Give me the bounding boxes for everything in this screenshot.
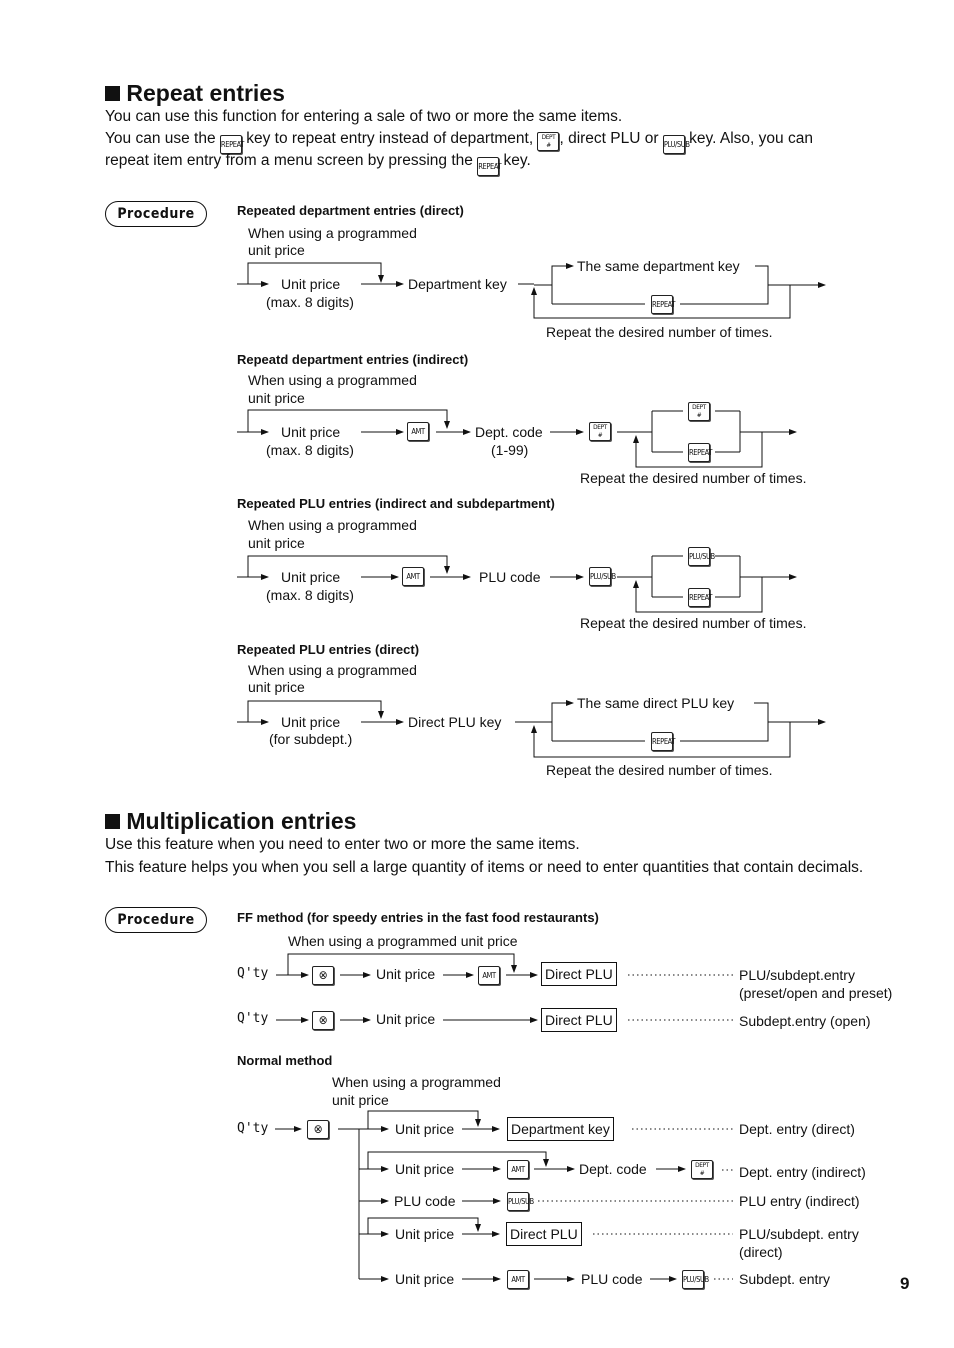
d4-repeat-note: Repeat the desired number of times. xyxy=(546,762,773,778)
repeat-heading xyxy=(105,80,285,107)
d3-plu-code: PLU code xyxy=(479,569,541,585)
repeat-line2d: key. Also, you can xyxy=(689,130,813,147)
repeat-key-icon: REPEAT xyxy=(688,443,710,462)
d4-note2: unit price xyxy=(248,679,305,695)
ff-unit-price2: Unit price xyxy=(376,1011,436,1027)
ff-direct-plu-box2: Direct PLU xyxy=(541,1008,617,1032)
ff-note: When using a programmed unit price xyxy=(288,933,518,949)
repeat-heading-text: Repeat entries xyxy=(126,80,285,106)
amt-key-icon: AMT xyxy=(407,422,429,441)
heading-square-icon xyxy=(105,86,120,101)
multiply-key-icon: ⊗ xyxy=(312,1011,334,1030)
r5-result: Subdept. entry xyxy=(739,1271,831,1287)
d2-unit-price: Unit price xyxy=(281,424,341,440)
r1-result: Dept. entry (direct) xyxy=(739,1121,855,1137)
plu-sub-key-icon: PLU/SUB xyxy=(688,547,710,566)
r4-unit-price: Unit price xyxy=(395,1226,455,1242)
plu-sub-key-icon: PLU/SUB xyxy=(682,1270,704,1289)
d4-same-key: The same direct PLU key xyxy=(577,695,735,711)
mult-heading-text: Multiplication entries xyxy=(126,808,357,834)
d3-title: Repeated PLU entries (indirect and subdepartment) xyxy=(237,496,555,511)
r4-result-a: PLU/subdept. entry xyxy=(739,1226,859,1242)
d3-note1: When using a programmed xyxy=(248,517,417,533)
d2-range: (1-99) xyxy=(491,442,529,458)
r2-dept-code: Dept. code xyxy=(579,1161,647,1177)
normal-note1: When using a programmed xyxy=(332,1074,501,1090)
r5-unit-price: Unit price xyxy=(395,1271,455,1287)
repeat-key-icon: REPEAT xyxy=(651,732,673,751)
dept-key-icon: DEPT # xyxy=(589,422,611,441)
r2-unit-price: Unit price xyxy=(395,1161,455,1177)
r5-plu-code: PLU code xyxy=(581,1271,643,1287)
d1-unit-price: Unit price xyxy=(281,276,341,292)
d4-title: Repeated PLU entries (direct) xyxy=(237,642,420,657)
d1-title: Repeated department entries (direct) xyxy=(237,203,464,218)
d2-note2: unit price xyxy=(248,390,305,406)
d3-unit-price: Unit price xyxy=(281,569,341,585)
plu-sub-key-icon: PLU/SUB xyxy=(589,567,611,586)
ff-result2: Subdept.entry (open) xyxy=(739,1013,871,1029)
r3-result: PLU entry (indirect) xyxy=(739,1193,860,1209)
repeat-line2c: , direct PLU or xyxy=(559,130,659,147)
normal-qty: Q'ty xyxy=(237,1121,269,1136)
procedure-badge: Procedure xyxy=(105,907,207,933)
dept-key-icon: DEPT # xyxy=(537,132,559,151)
procedure-badge: Procedure xyxy=(105,201,207,227)
d2-note1: When using a programmed xyxy=(248,372,417,388)
mult-line2: This feature helps you when you sell a large quantity of items or need to enter quantities that contain decimals. xyxy=(105,859,864,876)
r4-direct-plu-box: Direct PLU xyxy=(506,1222,582,1246)
multiply-key-icon: ⊗ xyxy=(307,1120,329,1139)
r2-result: Dept. entry (indirect) xyxy=(739,1164,866,1180)
mult-heading xyxy=(105,808,356,835)
repeat-key-icon: REPEAT xyxy=(651,295,673,314)
d4-unit-price: Unit price xyxy=(281,714,341,730)
d2-title: Repeatd department entries (indirect) xyxy=(237,352,469,367)
page-number: 9 xyxy=(900,1274,910,1293)
repeat-line3 xyxy=(105,150,531,176)
repeat-line3b: key. xyxy=(503,152,531,169)
r3-plu-code: PLU code xyxy=(394,1193,456,1209)
plu-sub-key-icon: PLU/SUB xyxy=(507,1192,529,1211)
ff-unit-price1: Unit price xyxy=(376,966,436,982)
mult-line1: Use this feature when you need to enter two or more the same items. xyxy=(105,836,580,853)
ff-qty2: Q'ty xyxy=(237,1011,269,1026)
r1-department-key-box: Department key xyxy=(507,1117,614,1141)
d2-dept-code: Dept. code xyxy=(475,424,543,440)
ff-result1b: (preset/open and preset) xyxy=(739,985,893,1001)
repeat-line2b: key to repeat entry instead of department, xyxy=(246,130,534,147)
normal-title: Normal method xyxy=(237,1053,333,1068)
repeat-key-icon: REPEAT xyxy=(477,157,499,176)
d1-same-key: The same department key xyxy=(577,258,740,274)
repeat-line3a: repeat item entry from a menu screen by pressing the xyxy=(105,152,473,169)
repeat-line1: You can use this function for entering a sale of two or more the same items. xyxy=(105,108,623,125)
d4-note1: When using a programmed xyxy=(248,662,417,678)
plu-sub-key-icon: PLU/SUB xyxy=(663,135,685,154)
amt-key-icon: AMT xyxy=(402,567,424,586)
ff-title: FF method (for speedy entries in the fast food restaurants) xyxy=(237,910,599,925)
multiply-key-icon: ⊗ xyxy=(312,966,334,985)
dept-key-icon: DEPT # xyxy=(688,402,710,421)
d2-repeat-note: Repeat the desired number of times. xyxy=(580,470,807,486)
d4-direct-plu-key: Direct PLU key xyxy=(408,714,502,730)
r1-unit-price: Unit price xyxy=(395,1121,455,1137)
amt-key-icon: AMT xyxy=(507,1160,529,1179)
d1-max: (max. 8 digits) xyxy=(266,294,354,310)
d1-note2: unit price xyxy=(248,242,305,258)
repeat-key-icon: REPEAT xyxy=(688,588,710,607)
ff-direct-plu-box1: Direct PLU xyxy=(541,962,617,986)
d1-repeat-note: Repeat the desired number of times. xyxy=(546,324,773,340)
repeat-key-icon: REPEAT xyxy=(220,135,242,154)
normal-note2: unit price xyxy=(332,1092,389,1108)
d1-dept-key: Department key xyxy=(408,276,507,292)
amt-key-icon: AMT xyxy=(478,966,500,985)
heading-square-icon xyxy=(105,814,120,829)
d2-max: (max. 8 digits) xyxy=(266,442,354,458)
ff-result1a: PLU/subdept.entry xyxy=(739,967,855,983)
dept-key-icon: DEPT # xyxy=(691,1160,713,1179)
d3-repeat-note: Repeat the desired number of times. xyxy=(580,615,807,631)
d1-note1: When using a programmed xyxy=(248,225,417,241)
d4-subdept: (for subdept.) xyxy=(269,731,353,747)
ff-qty1: Q'ty xyxy=(237,966,269,981)
amt-key-icon: AMT xyxy=(507,1270,529,1289)
repeat-line2a: You can use the xyxy=(105,130,216,147)
d3-max: (max. 8 digits) xyxy=(266,587,354,603)
r4-result-b: (direct) xyxy=(739,1244,783,1260)
d3-note2: unit price xyxy=(248,535,305,551)
